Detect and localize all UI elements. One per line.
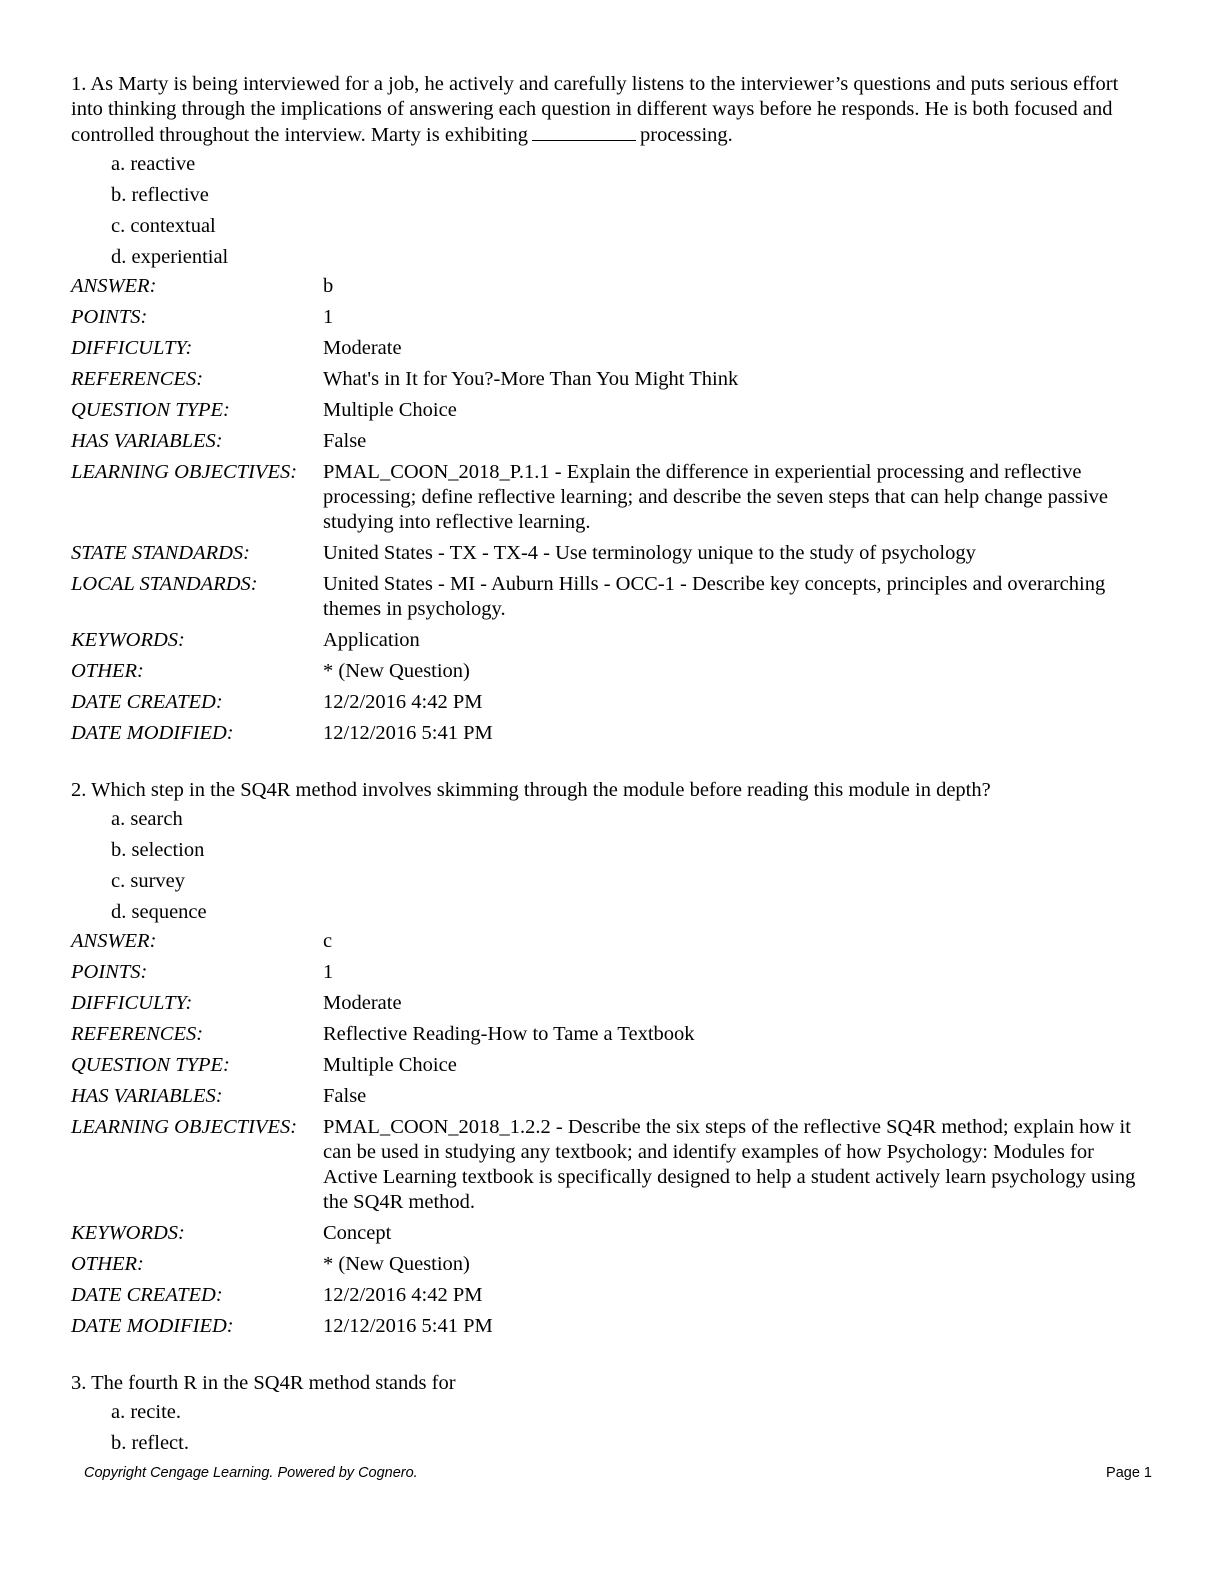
question-stem	[71, 72, 1151, 148]
meta-question-type	[71, 1053, 1151, 1084]
option-c: c. contextual	[111, 215, 216, 237]
meta-date-modified	[71, 1314, 1151, 1345]
meta-label: KEYWORDS:	[71, 629, 185, 651]
meta-points	[71, 960, 1151, 991]
meta-other	[71, 659, 1151, 690]
meta-question-type	[71, 398, 1151, 429]
meta-value: PMAL_COON_2018_P.1.1 - Explain the difference in experiential processing and reflective processing; define reflective learning; and describe the seven steps that can help change passive studying into reflective learning.	[323, 461, 1108, 533]
meta-keywords	[71, 628, 1151, 659]
meta-value: 12/12/2016 5:41 PM	[323, 1315, 493, 1337]
meta-learning-objectives	[71, 1115, 1151, 1221]
question-stem-end: processing.	[640, 124, 733, 146]
meta-value: 1	[323, 961, 334, 983]
meta-label: POINTS:	[71, 961, 148, 983]
meta-references	[71, 367, 1151, 398]
option-b: b. selection	[111, 839, 205, 861]
option-a: a. recite.	[111, 1401, 181, 1423]
meta-label: REFERENCES:	[71, 368, 204, 390]
answer-options	[111, 805, 1151, 929]
meta-value: Concept	[323, 1222, 392, 1244]
meta-references	[71, 1022, 1151, 1053]
question-stem-text: 1. As Marty is being interviewed for a job, he actively and carefully listens to the interviewer’s questions and puts serious effort into thinking through the implications of answering each question in different ways before he responds. He is both focused and controlled throughout the interview. Marty is exhibiting	[71, 73, 1119, 146]
question-2	[71, 778, 1151, 1345]
meta-label: OTHER:	[71, 660, 144, 682]
meta-label: DATE MODIFIED:	[71, 722, 234, 744]
meta-label: ANSWER:	[71, 930, 157, 952]
question-stem: 3. The fourth R in the SQ4R method stands for	[71, 1372, 456, 1394]
meta-date-created	[71, 690, 1151, 721]
meta-value: 12/2/2016 4:42 PM	[323, 1284, 483, 1306]
meta-value: Multiple Choice	[323, 399, 457, 421]
meta-state-standards	[71, 541, 1151, 572]
meta-label: LEARNING OBJECTIVES:	[71, 461, 298, 483]
meta-has-variables	[71, 429, 1151, 460]
copyright-notice: Copyright Cengage Learning. Powered by Cognero.	[84, 1465, 418, 1481]
meta-value: Application	[323, 629, 420, 651]
meta-value: United States - MI - Auburn Hills - OCC-1 - Describe key concepts, principles and overarching themes in psychology.	[323, 573, 1106, 620]
meta-label: DATE CREATED:	[71, 691, 223, 713]
question-metadata	[71, 274, 1151, 752]
meta-learning-objectives	[71, 460, 1151, 541]
meta-value: Multiple Choice	[323, 1054, 457, 1076]
meta-label: STATE STANDARDS:	[71, 542, 250, 564]
meta-difficulty	[71, 991, 1151, 1022]
meta-answer	[71, 274, 1151, 305]
meta-local-standards	[71, 572, 1151, 628]
meta-label: QUESTION TYPE:	[71, 1054, 230, 1076]
meta-date-created	[71, 1283, 1151, 1314]
option-c: c. survey	[111, 870, 186, 892]
answer-options	[111, 150, 1151, 274]
meta-label: QUESTION TYPE:	[71, 399, 230, 421]
option-a: a. search	[111, 808, 183, 830]
question-stem: 2. Which step in the SQ4R method involves skimming through the module before reading this module in depth?	[71, 779, 991, 801]
option-b: b. reflective	[111, 184, 209, 206]
meta-label: DATE MODIFIED:	[71, 1315, 234, 1337]
meta-value: False	[323, 1085, 367, 1107]
meta-value: Moderate	[323, 337, 402, 359]
meta-other	[71, 1252, 1151, 1283]
meta-value: 12/2/2016 4:42 PM	[323, 691, 483, 713]
meta-label: OTHER:	[71, 1253, 144, 1275]
meta-label: REFERENCES:	[71, 1023, 204, 1045]
meta-label: LOCAL STANDARDS:	[71, 573, 258, 595]
meta-value: Reflective Reading-How to Tame a Textbook	[323, 1023, 695, 1045]
option-d: d. sequence	[111, 901, 207, 923]
meta-difficulty	[71, 336, 1151, 367]
meta-label: DIFFICULTY:	[71, 992, 193, 1014]
question-3	[71, 1371, 1151, 1460]
option-b: b. reflect.	[111, 1432, 189, 1454]
page-number: Page 1	[1106, 1465, 1152, 1481]
question-1	[71, 72, 1151, 752]
meta-label: ANSWER:	[71, 275, 157, 297]
meta-value: United States - TX - TX-4 - Use terminology unique to the study of psychology	[323, 542, 976, 564]
page-footer	[84, 1461, 1152, 1486]
meta-label: DATE CREATED:	[71, 1284, 223, 1306]
meta-value: Moderate	[323, 992, 402, 1014]
meta-value: 1	[323, 306, 334, 328]
meta-label: HAS VARIABLES:	[71, 430, 223, 452]
meta-label: POINTS:	[71, 306, 148, 328]
answer-options	[111, 1398, 1151, 1460]
meta-answer	[71, 929, 1151, 960]
answer-blank	[532, 122, 636, 141]
meta-value: False	[323, 430, 367, 452]
meta-label: HAS VARIABLES:	[71, 1085, 223, 1107]
meta-label: DIFFICULTY:	[71, 337, 193, 359]
meta-label: LEARNING OBJECTIVES:	[71, 1116, 298, 1138]
meta-points	[71, 305, 1151, 336]
meta-keywords	[71, 1221, 1151, 1252]
meta-has-variables	[71, 1084, 1151, 1115]
meta-value: What's in It for You?-More Than You Might Think	[323, 368, 739, 390]
meta-value: * (New Question)	[323, 660, 470, 682]
option-a: a. reactive	[111, 153, 196, 175]
meta-value: PMAL_COON_2018_1.2.2 - Describe the six steps of the reflective SQ4R method; explain how it can be used in studying any textbook; and identify examples of how Psychology: Modules for Active Learning textbook is specifically designed to help a student actively learn psychology using the SQ4R method.	[323, 1116, 1136, 1213]
option-d: d. experiential	[111, 246, 229, 268]
meta-label: KEYWORDS:	[71, 1222, 185, 1244]
meta-value: c	[323, 930, 333, 952]
meta-value: 12/12/2016 5:41 PM	[323, 722, 493, 744]
meta-value: b	[323, 275, 334, 297]
meta-value: * (New Question)	[323, 1253, 470, 1275]
meta-date-modified	[71, 721, 1151, 752]
question-metadata	[71, 929, 1151, 1345]
document-page	[71, 72, 1151, 1486]
